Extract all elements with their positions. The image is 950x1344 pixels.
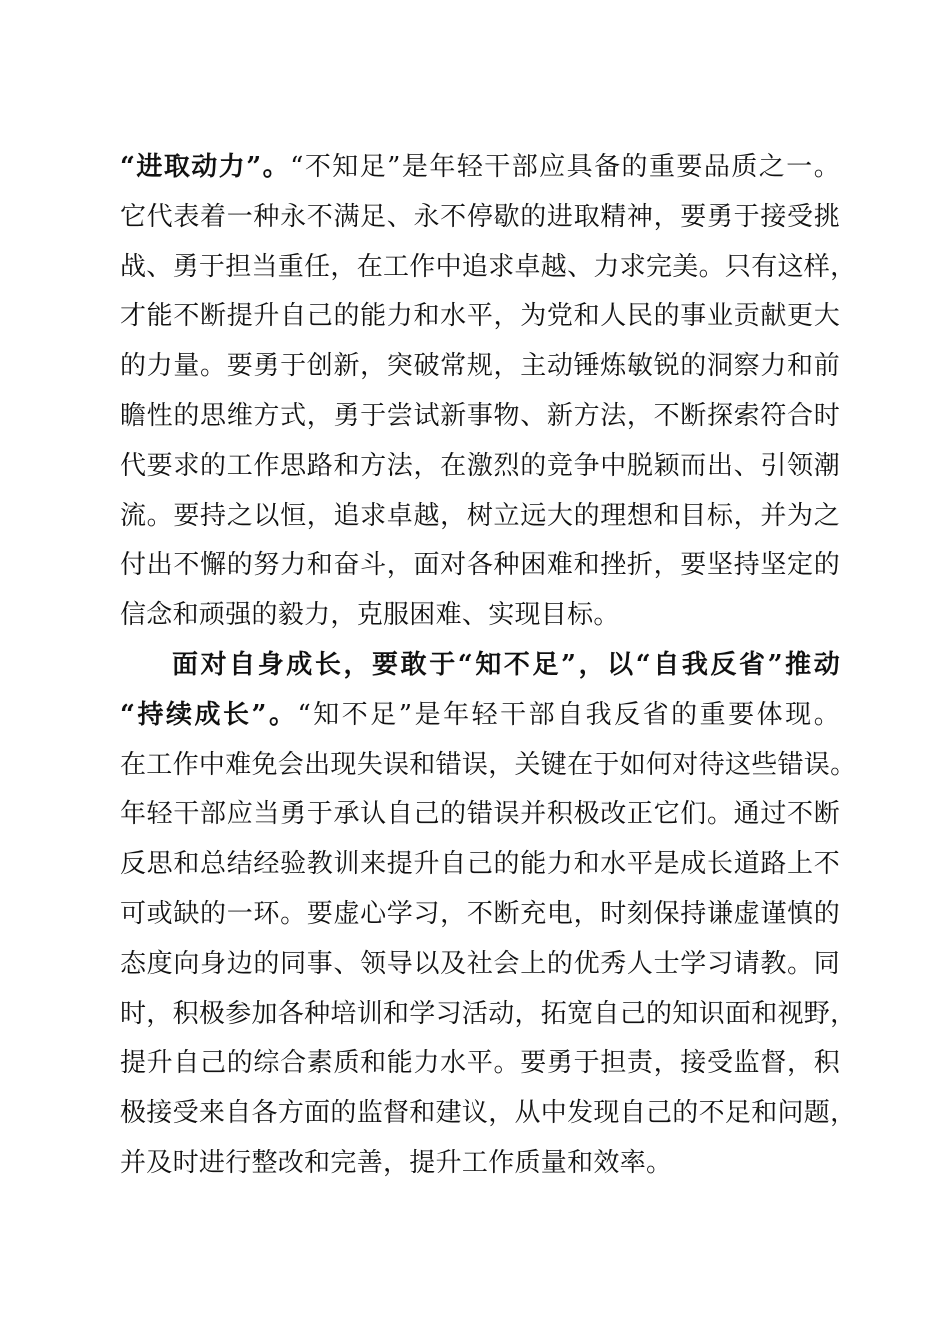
- paragraph-2-line-1: [120, 691, 840, 741]
- paragraph-1-line-3: 战、勇于担当重任，在工作中追求卓越、力求完美。只有这样，: [120, 251, 857, 282]
- paragraph-2-line-2: 在工作中难免会出现失误和错误，关键在于如何对待这些错误。: [120, 749, 857, 780]
- paragraph-2-line-9: 极接受来自各方面的监督和建议，从中发现自己的不足和问题，: [120, 1098, 857, 1129]
- paragraph-2-line-3: 年轻干部应当勇于承认自己的错误并积极改正它们。通过不断: [120, 799, 840, 830]
- paragraph-2-line-8: 提升自己的综合素质和能力水平。要勇于担责，接受监督，积: [120, 1048, 840, 1079]
- paragraph-1-line-7: 代要求的工作思路和方法，在激烈的竞争中脱颖而出、引领潮: [120, 450, 840, 481]
- paragraph-2-heading: 面对自身成长，要敢于“知不足”，以“自我反省”推动: [172, 649, 840, 680]
- paragraph-2-line-6: 态度向身边的同事、领导以及社会上的优秀人士学习请教。同: [120, 948, 840, 979]
- paragraph-1-line-5: 的力量。要勇于创新，突破常规，主动锤炼敏锐的洞察力和前: [120, 351, 840, 382]
- line-text: “知不足”是年轻干部自我反省的重要体现。: [297, 699, 840, 730]
- paragraph-1-line-10: 信念和顽强的毅力，克服困难、实现目标。: [120, 600, 620, 631]
- bold-lead: “进取动力”。: [120, 152, 291, 182]
- paragraph-1-line-6: 瞻性的思维方式，勇于尝试新事物、新方法，不断探索符合时: [120, 400, 840, 431]
- paragraph-1-line-2: 它代表着一种永不满足、永不停歇的进取精神，要勇于接受挑: [120, 201, 840, 232]
- line-text: “不知足”是年轻干部应具备的重要品质之一。: [290, 152, 840, 182]
- bold-lead: “持续成长”。: [120, 699, 298, 730]
- document-body: [120, 143, 857, 1189]
- paragraph-2-line-10: 并及时进行整改和完善，提升工作质量和效率。: [120, 1147, 673, 1178]
- paragraph-2-line-7: 时，积极参加各种培训和学习活动，拓宽自己的知识面和视野，: [120, 998, 857, 1029]
- paragraph-1-line-9: 付出不懈的努力和奋斗，面对各种困难和挫折，要坚持坚定的: [120, 550, 840, 581]
- paragraph-1-line-1: [120, 143, 840, 193]
- paragraph-2-line-5: 可或缺的一环。要虚心学习，不断充电，时刻保持谦虚谨慎的: [120, 898, 840, 929]
- paragraph-1-line-4: 才能不断提升自己的能力和水平，为党和人民的事业贡献更大: [120, 301, 840, 332]
- paragraph-2-line-4: 反思和总结经验教训来提升自己的能力和水平是成长道路上不: [120, 849, 840, 880]
- paragraph-1-line-8: 流。要持之以恒，追求卓越，树立远大的理想和目标，并为之: [120, 500, 840, 531]
